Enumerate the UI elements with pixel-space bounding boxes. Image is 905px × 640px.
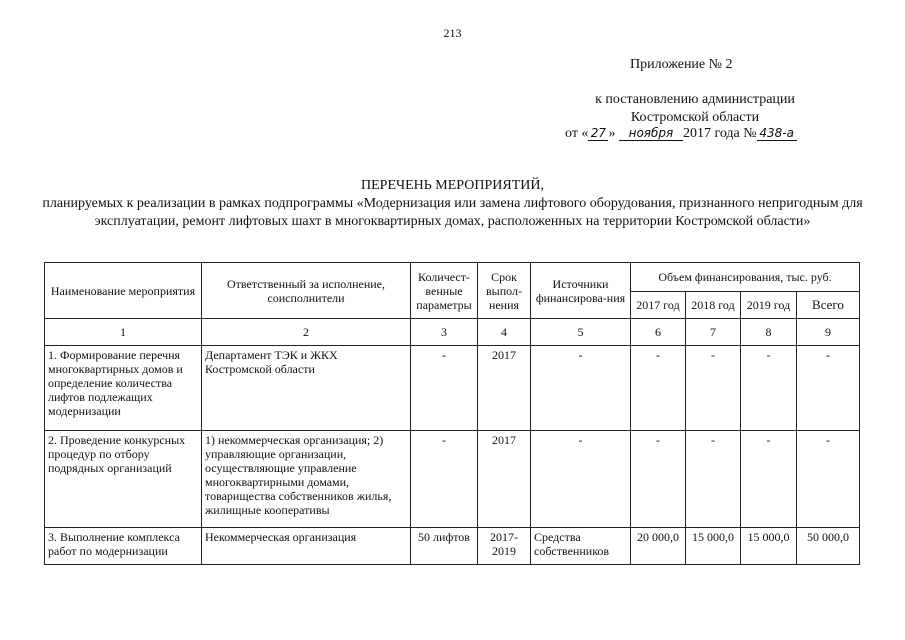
cell-quantity: - [411, 431, 478, 528]
col-number: 5 [531, 319, 631, 346]
table-row [45, 528, 860, 565]
cell-2018: 15 000,0 [686, 528, 741, 565]
decree-line-1: к постановлению администрации [595, 92, 795, 107]
date-year: 2017 года № [682, 126, 757, 141]
header-2019: 2019 год [741, 292, 797, 319]
header-funding: Объем финансирования, тыс. руб. [631, 263, 860, 292]
header-2017: 2017 год [631, 292, 686, 319]
cell-responsible: Департамент ТЭК и ЖКХ Костромской области [202, 346, 411, 431]
cell-2017: 20 000,0 [631, 528, 686, 565]
cell-sources: - [531, 431, 631, 528]
header-2018: 2018 год [686, 292, 741, 319]
cell-2018: - [686, 431, 741, 528]
title-line-1: ПЕРЕЧЕНЬ МЕРОПРИЯТИЙ, [361, 178, 544, 193]
cell-2019: - [741, 431, 797, 528]
cell-term: 2017-2019 [478, 528, 531, 565]
col-number: 9 [797, 319, 860, 346]
measures-table [44, 262, 860, 565]
title-line-2: планируемых к реализации в рамках подпрограммы «Модернизация или замена лифтового оборудования, признанного непригодным для эксплуатации, ремонт лифтовых шахт в многоквартирных домах, расположенных на территории Костромской области» [42, 196, 863, 229]
date-mid: » [608, 126, 616, 141]
decree-reference [540, 91, 850, 127]
col-number: 2 [202, 319, 411, 346]
cell-name: 2. Проведение конкурсных процедур по отбору подрядных организаций [45, 431, 202, 528]
date-month: ноября [619, 126, 683, 141]
cell-sources: - [531, 346, 631, 431]
cell-sources: Средства собственников [531, 528, 631, 565]
cell-quantity: 50 лифтов [411, 528, 478, 565]
cell-name: 1. Формирование перечня многоквартирных домов и определение количества лифтов подлежащих модернизации [45, 346, 202, 431]
cell-responsible: Некоммерческая организация [202, 528, 411, 565]
cell-2018: - [686, 346, 741, 431]
cell-2019: - [741, 346, 797, 431]
cell-term: 2017 [478, 346, 531, 431]
col-number: 1 [45, 319, 202, 346]
cell-name: 3. Выполнение комплекса работ по модернизации [45, 528, 202, 565]
header-total: Всего [797, 292, 860, 319]
cell-quantity: - [411, 346, 478, 431]
column-number-row [45, 319, 860, 346]
date-prefix: от « [565, 126, 589, 141]
col-number: 3 [411, 319, 478, 346]
cell-responsible: 1) некоммерческая организация; 2) управляющие организации, осуществляющие управление многоквартирными домами, товарищества собственников жилья, жилищные кооперативы [202, 431, 411, 528]
header-row [45, 263, 860, 292]
cell-total: - [797, 346, 860, 431]
cell-2017: - [631, 431, 686, 528]
col-number: 6 [631, 319, 686, 346]
appendix-label: Приложение № 2 [630, 57, 733, 72]
header-term: Срок выпол-нения [478, 263, 531, 319]
header-responsible: Ответственный за исполнение, соисполнители [202, 263, 411, 319]
header-name: Наименование мероприятия [45, 263, 202, 319]
cell-total: 50 000,0 [797, 528, 860, 565]
cell-total: - [797, 431, 860, 528]
decree-line-2: Костромской области [630, 110, 760, 125]
table-row [45, 431, 860, 528]
page-number: 213 [443, 26, 462, 40]
document-title [40, 177, 865, 231]
cell-2019: 15 000,0 [741, 528, 797, 565]
header-sources: Источники финансирова-ния [531, 263, 631, 319]
col-number: 7 [686, 319, 741, 346]
table-row [45, 346, 860, 431]
col-number: 8 [741, 319, 797, 346]
date-day: 27 [588, 126, 608, 141]
col-number: 4 [478, 319, 531, 346]
date-number: 438-а [757, 126, 797, 141]
header-quantity: Количест-венные параметры [411, 263, 478, 319]
decree-date-line [565, 126, 797, 142]
cell-2017: - [631, 346, 686, 431]
cell-term: 2017 [478, 431, 531, 528]
